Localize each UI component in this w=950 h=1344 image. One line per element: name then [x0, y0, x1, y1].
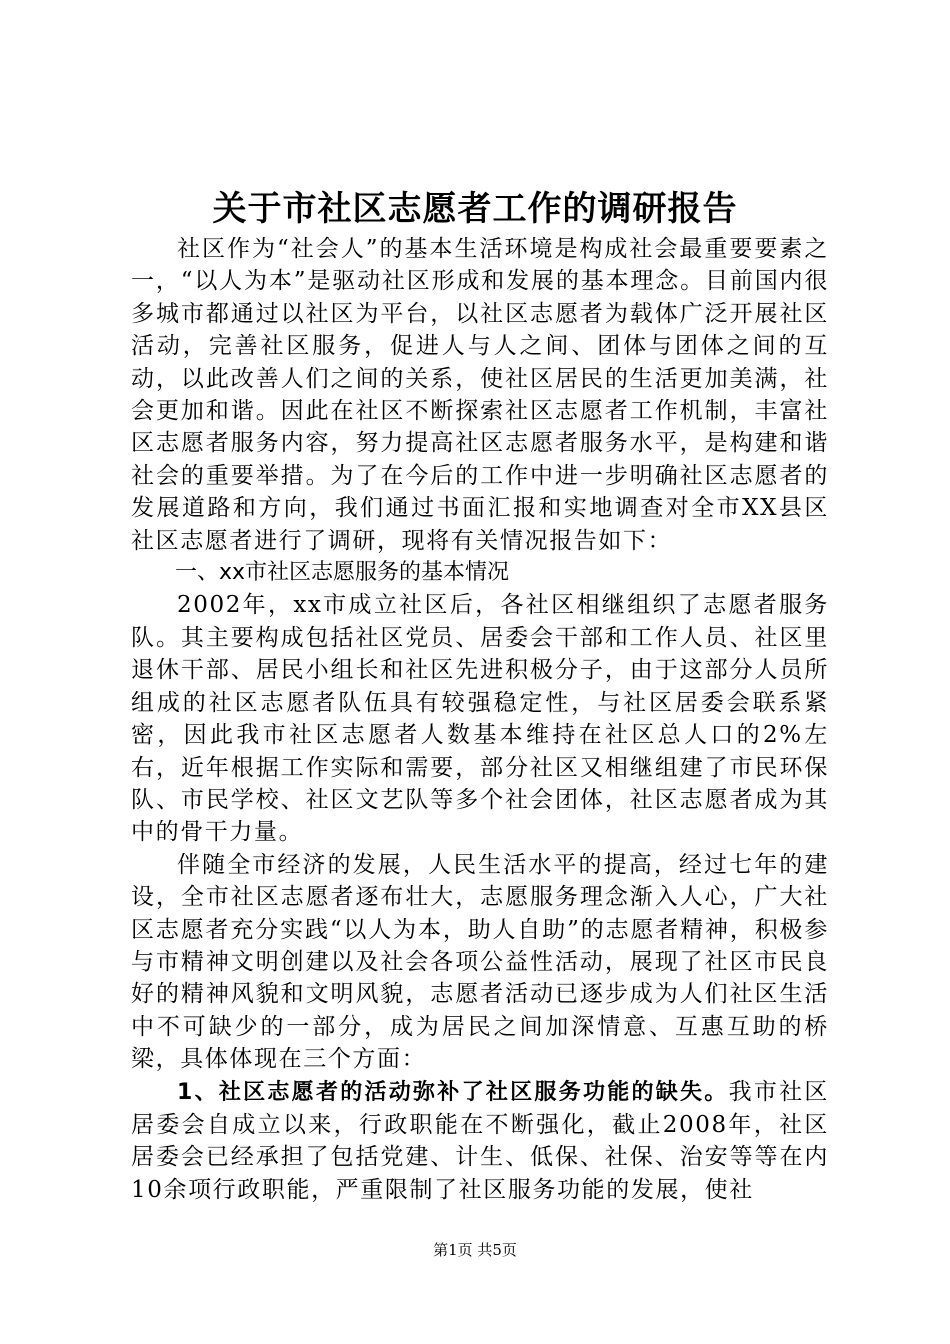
- page-footer: 第1页 共5页: [433, 1241, 517, 1259]
- page-title: 关于市社区志愿者工作的调研报告: [212, 189, 738, 229]
- document-body: [131, 233, 829, 1206]
- point-paragraph-1: [131, 1076, 829, 1207]
- intro-paragraph: 社区作为“社会人”的基本生活环境是构成社会最重要要素之一，“以人为本”是驱动社区形成和发展的基本理念。目前国内很多城市都通过以社区为平台，以社区志愿者为载体广泛开展社区活动，完善社区服务，促进人与人之间、团体与团体之间的互动，以此改善人们之间的关系，使社区居民的生活更加美满，社会更加和谐。因此在社区不断探索社区志愿者工作机制，丰富社区志愿者服务内容，努力提高社区志愿者服务水平，是构建和谐社会的重要举措。为了在今后的工作中进一步明确社区志愿者的发展道路和方向，我们通过书面汇报和实地调查对全市XX县区社区志愿者进行了调研，现将有关情况报告如下：: [131, 236, 829, 554]
- point-lead: 1、社区志愿者的活动弥补了社区服务功能的缺失。: [177, 1079, 729, 1105]
- section-heading: 一、xx市社区志愿服务的基本情况: [175, 560, 510, 586]
- point-text: 我市社区居委会自成立以来，行政职能在不断强化，截止2008年，社区居委会已经承担了包括党建、计生、低保、社保、治安等等在内10余项行政职能，严重限制了社区服务功能的发展，使社: [131, 1078, 829, 1203]
- section-paragraph-1: 2002年，xx市成立社区后，各社区相继组织了志愿者服务队。其主要构成包括社区党员、居委会干部和工作人员、社区里退休干部、居民小组长和社区先进积极分子，由于这部分人员所组成的社区志愿者队伍具有较强稳定性，与社区居委会联系紧密，因此我市社区志愿者人数基本维持在社区总人口的2%左右，近年根据工作实际和需要，部分社区又相继组建了市民环保队、市民学校、社区文艺队等多个社会团体，社区志愿者成为其中的骨干力量。: [131, 592, 829, 846]
- section-paragraph-2: 伴随全市经济的发展，人民生活水平的提高，经过七年的建设，全市社区志愿者逐布壮大，志愿服务理念渐入人心，广大社区志愿者充分实践“以人为本，助人自助”的志愿者精神，积极参与市精神文明创建以及社会各项公益性活动，展现了社区市民良好的精神风貌和文明风貌，志愿者活动已逐步成为人们社区生活中不可缺少的一部分，成为居民之间加深情意、互惠互助的桥梁，具体体现在三个方面：: [131, 851, 829, 1073]
